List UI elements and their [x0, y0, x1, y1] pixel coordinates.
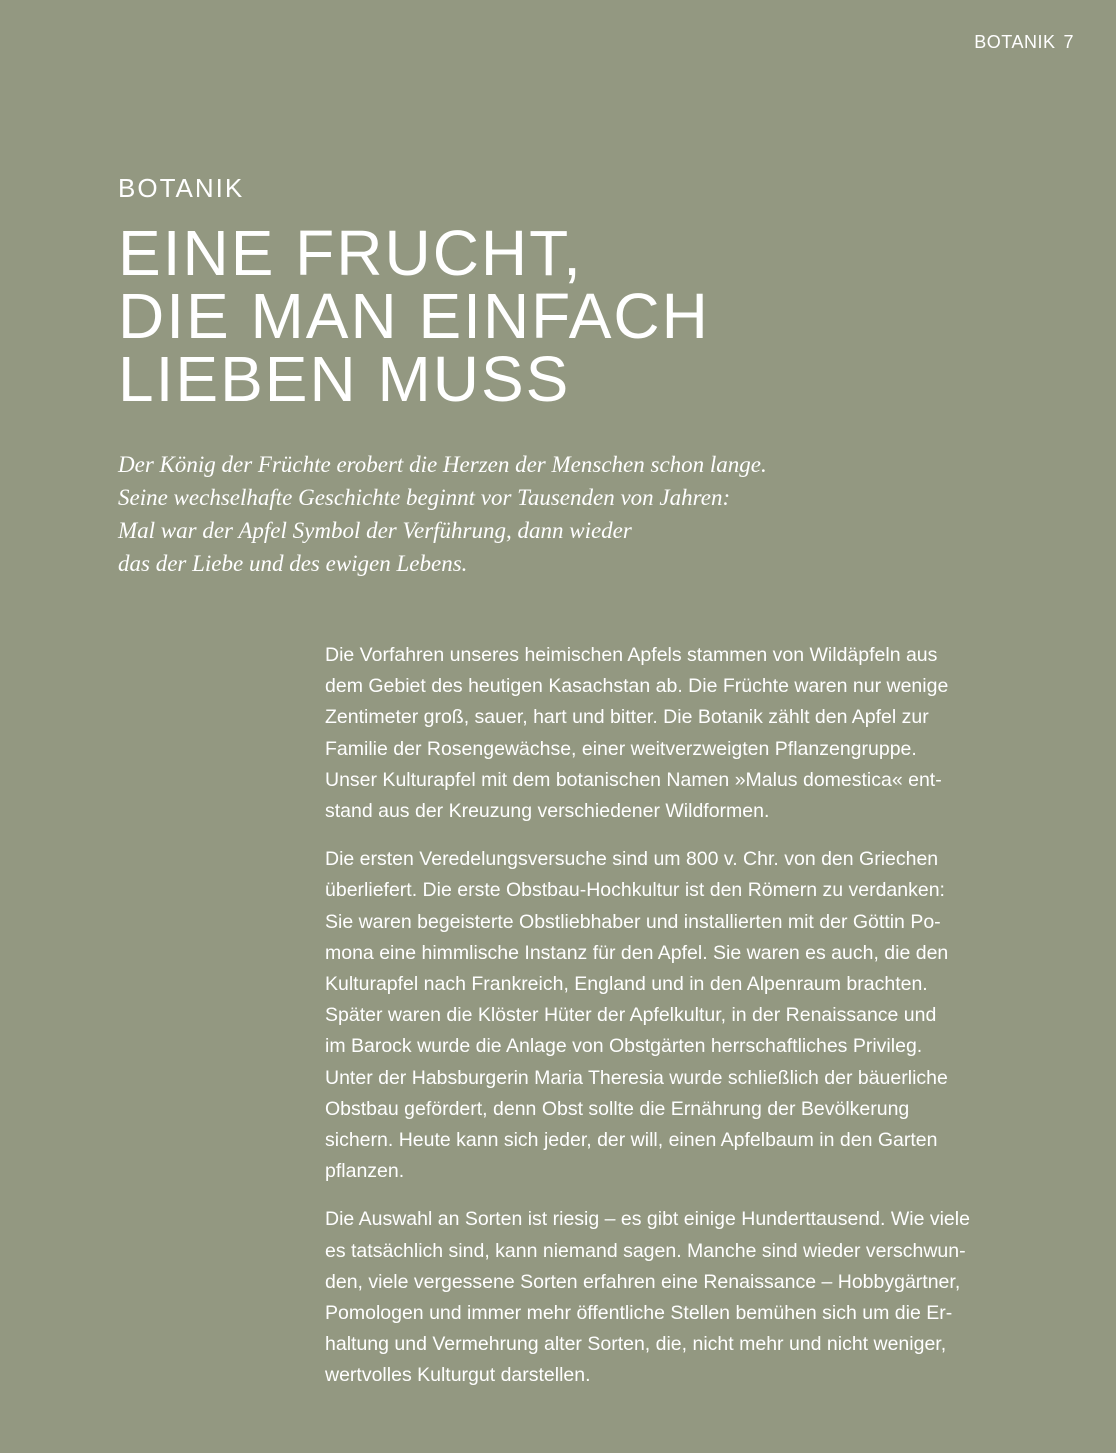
- body-line: Familie der Rosengewächse, einer weitverzweigten Pflanzengruppe.: [325, 737, 917, 760]
- lead-line: das der Liebe und des ewigen Lebens.: [118, 551, 468, 576]
- body-line: im Barock wurde die Anlage von Obstgärten herrschaftliches Privileg.: [325, 1035, 923, 1058]
- body-line: pflanzen.: [325, 1160, 405, 1183]
- body-line: es tatsächlich sind, kann niemand sagen. Manche sind wieder verschwun-: [325, 1239, 966, 1262]
- body-line: überliefert. Die erste Obstbau-Hochkultur ist den Römern zu verdanken:: [325, 879, 945, 902]
- body-line: Pomologen und immer mehr öffentliche Stellen bemühen sich um die Er-: [325, 1302, 953, 1325]
- section-kicker: BOTANIK: [118, 173, 245, 203]
- body-line: Die Auswahl an Sorten ist riesig – es gibt einige Hunderttausend. Wie viele: [325, 1208, 970, 1231]
- headline-line: DIE MAN EINFACH: [118, 280, 710, 352]
- body-line: Kulturapfel nach Frankreich, England und in den Alpenraum brachten.: [325, 973, 928, 996]
- body-line: Später waren die Klöster Hüter der Apfelkultur, in der Renaissance und: [325, 1004, 937, 1027]
- body-line: Die Vorfahren unseres heimischen Apfels stammen von Wildäpfeln aus: [325, 644, 938, 666]
- body-line: Die ersten Veredelungsversuche sind um 800 v. Chr. von den Griechen: [325, 848, 939, 871]
- body-line: sichern. Heute kann sich jeder, der will, einen Apfelbaum in den Garten: [325, 1129, 938, 1152]
- body-line: den, viele vergessene Sorten erfahren eine Renaissance – Hobbygärtner,: [325, 1270, 961, 1293]
- running-header-section: BOTANIK: [974, 32, 1056, 52]
- headline-line: EINE FRUCHT,: [118, 217, 583, 289]
- body-line: Unter der Habsburgerin Maria Theresia wurde schließlich der bäuerliche: [325, 1066, 948, 1089]
- article-body: [325, 640, 1055, 1409]
- body-paragraph-1: [325, 640, 1055, 827]
- body-line: Obstbau gefördert, denn Obst sollte die Ernährung der Bevölkerung: [325, 1097, 910, 1120]
- body-paragraph-3: [325, 1204, 1055, 1391]
- lead-line: Mal war der Apfel Symbol der Verführung, dann wieder: [118, 518, 632, 543]
- body-line: dem Gebiet des heutigen Kasachstan ab. Die Früchte waren nur wenige: [325, 675, 949, 698]
- running-header: [974, 30, 1074, 54]
- body-line: Zentimeter groß, sauer, hart und bitter. Die Botanik zählt den Apfel zur: [325, 706, 929, 729]
- body-paragraph-2: [325, 844, 1055, 1187]
- lead-paragraph: [118, 448, 838, 580]
- body-line: stand aus der Kreuzung verschiedener Wildformen.: [325, 800, 770, 823]
- body-line: mona eine himmlische Instanz für den Apfel. Sie waren es auch, die den: [325, 941, 949, 964]
- body-line: Unser Kulturapfel mit dem botanischen Namen »Malus domestica« ent-: [325, 768, 942, 791]
- lead-line: Seine wechselhafte Geschichte beginnt vor Tausenden von Jahren:: [118, 485, 731, 510]
- headline-line: LIEBEN MUSS: [118, 343, 571, 415]
- page-number: 7: [1063, 32, 1074, 52]
- body-line: wertvolles Kulturgut darstellen.: [325, 1364, 591, 1387]
- body-line: haltung und Vermehrung alter Sorten, die, nicht mehr und nicht weniger,: [325, 1333, 947, 1356]
- body-line: Sie waren begeisterte Obstliebhaber und installierten mit der Göttin Po-: [325, 910, 941, 933]
- lead-line: Der König der Früchte erobert die Herzen der Menschen schon lange.: [118, 452, 767, 477]
- article-headline: [118, 217, 1038, 415]
